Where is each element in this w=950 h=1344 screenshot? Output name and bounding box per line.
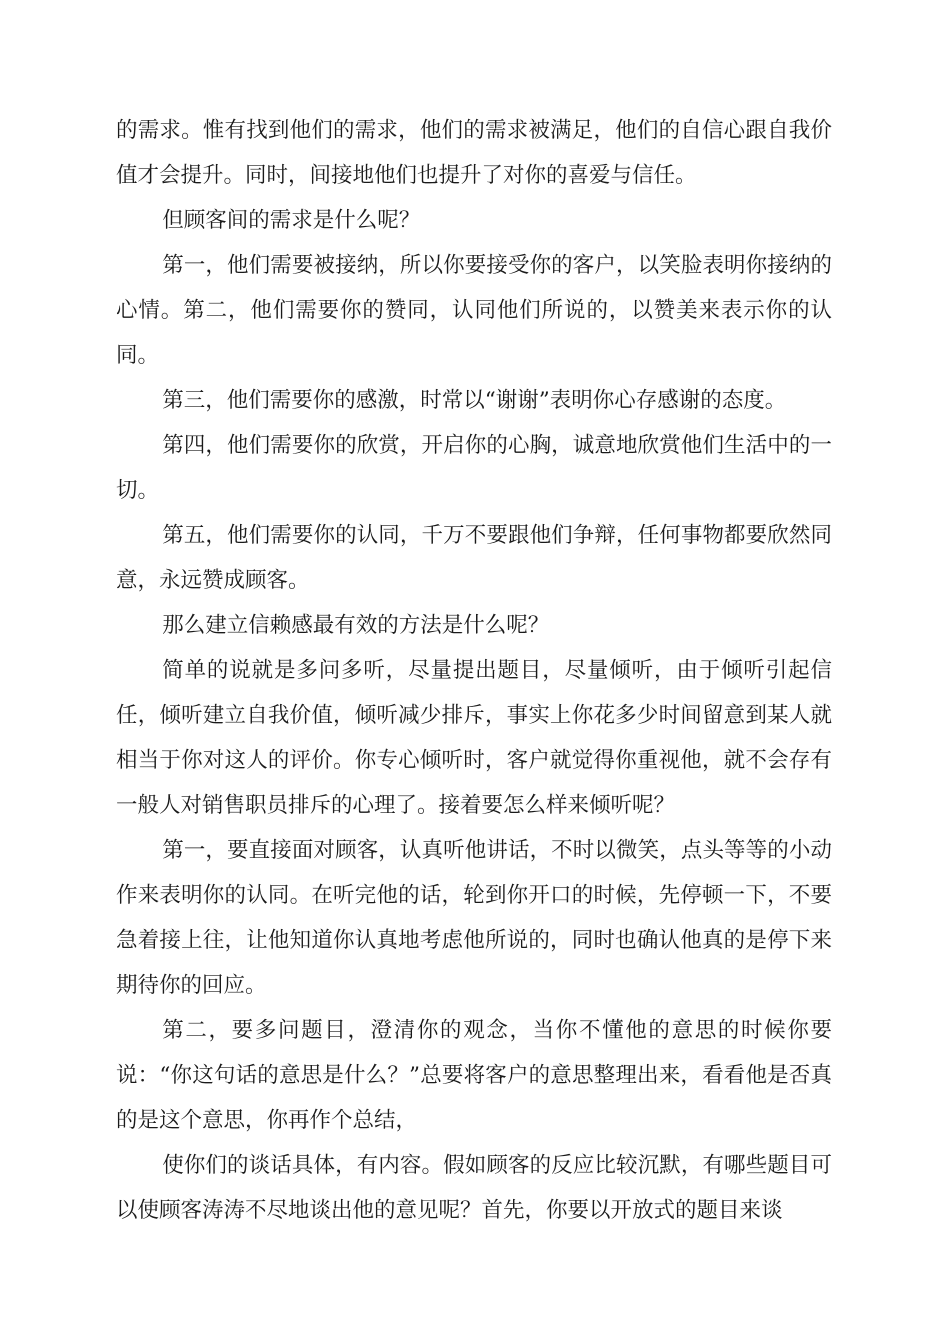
paragraph-9: 第一，要直接面对顾客，认真听他讲话，不时以微笑，点头等等的小动作来表明你的认同。在听完他的话，轮到你开口的时候，先停顿一下，不要急着接上往，让他知道你认真地考虑他所说的，同时也确认他真的是停下来期待你的回应。: [116, 838, 832, 998]
paragraph-7: 那么建立信赖感最有效的方法是什么呢？: [162, 613, 550, 638]
paragraph-11: 使你们的谈话具体，有内容。假如顾客的反应比较沉默，有哪些题目可以使顾客涛涛不尽地谈出他的意见呢？首先，你要以开放式的题目来谈: [116, 1153, 832, 1223]
paragraph-2: 但顾客间的需求是什么呢？: [162, 208, 421, 233]
paragraph-6: 第五，他们需要你的认同，千万不要跟他们争辩，任何事物都要欣然同意，永远赞成顾客。: [116, 523, 832, 593]
paragraph-5: 第四，他们需要你的欣赏，开启你的心胸，诚意地欣赏他们生活中的一切。: [116, 433, 832, 503]
paragraph-1: 的需求。惟有找到他们的需求，他们的需求被满足，他们的自信心跟自我价值才会提升。同时，间接地他们也提升了对你的喜爱与信任。: [116, 118, 832, 188]
paragraph-8: 简单的说就是多问多听，尽量提出题目，尽量倾听，由于倾听引起信任，倾听建立自我价值，倾听减少排斥，事实上你花多少时间留意到某人就相当于你对这人的评价。你专心倾听时，客户就觉得你重视他，就不会存有一般人对销售职员排斥的心理了。接着要怎么样来倾听呢？: [116, 658, 832, 818]
paragraph-10: 第二，要多问题目，澄清你的观念，当你不懂他的意思的时候你要说：“你这句话的意思是什么？”总要将客户的意思整理出来，看看他是否真的是这个意思，你再作个总结，: [116, 1018, 832, 1133]
document-page: [116, 108, 832, 1233]
paragraph-4: 第三，他们需要你的感激，时常以“谢谢”表明你心存感谢的态度。: [162, 388, 787, 413]
paragraph-3: 第一，他们需要被接纳，所以你要接受你的客户，以笑脸表明你接纳的心情。第二，他们需要你的赞同，认同他们所说的，以赞美来表示你的认同。: [116, 253, 832, 368]
